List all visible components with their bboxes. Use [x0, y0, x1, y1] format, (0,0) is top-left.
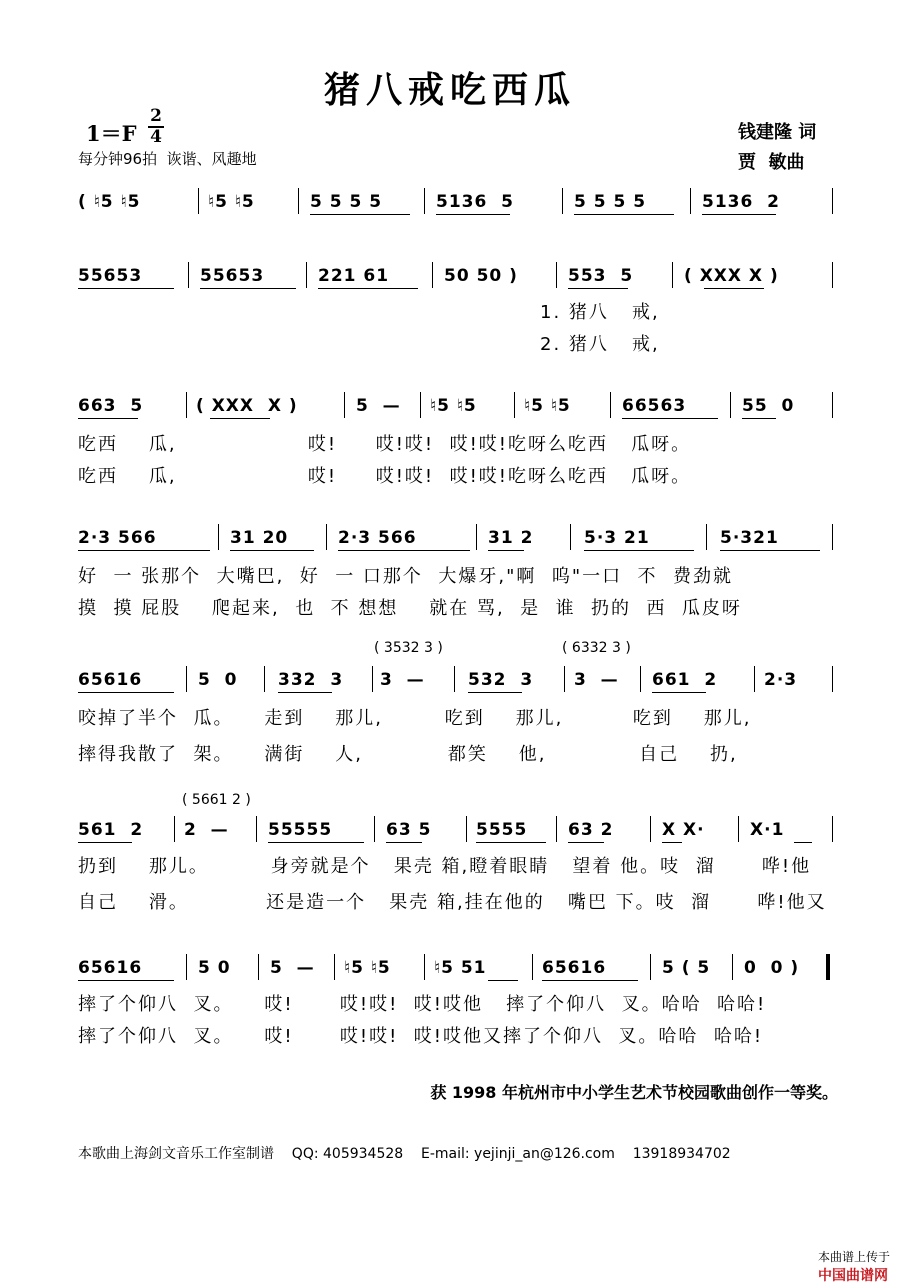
watermark-prefix: 本曲谱上传于 — [817, 1250, 890, 1264]
measure: ♮5 51 — [434, 958, 487, 978]
lyric-line: 吃西 瓜, 哎! 哎!哎! 哎!哎!吃呀么吃西 瓜呀。 — [78, 466, 692, 487]
measure: 2·3 — [764, 670, 798, 690]
measure: 50 50 ) — [444, 266, 518, 286]
measure: 5·3 21 — [584, 528, 650, 548]
measure: 5 — — [270, 958, 315, 978]
lyric-line: 摔了个仰八 叉。 哎! 哎!哎! 哎!哎他 摔了个仰八 叉。哈哈 哈哈! — [78, 994, 767, 1015]
lyric-line: 自己 滑。 还是造一个 果壳 箱,挂在他的 嘴巴 下。吱 溜 哗!他又 — [78, 892, 827, 913]
time-signature-top: 2 — [150, 106, 162, 126]
measure: 55653 — [200, 266, 265, 286]
measure: 55555 — [268, 820, 333, 840]
measure: 0 0 ) — [744, 958, 800, 978]
lyric-line: 咬掉了半个 瓜。 走到 那儿, 吃到 那儿, 吃到 那儿, — [78, 708, 752, 729]
measure: 65616 — [542, 958, 607, 978]
measure: ♮5 ♮5 — [344, 958, 391, 978]
measure: 5 — — [356, 396, 401, 416]
lyric-line: 摸 摸 屁股 爬起来, 也 不 想想 就在 骂, 是 谁 扔的 西 瓜皮呀 — [78, 598, 742, 619]
measure: 65616 — [78, 958, 143, 978]
measure: 221 61 — [318, 266, 390, 286]
lyric-line: 摔得我散了 架。 满街 人, 都笑 他, 自己 扔, — [78, 744, 738, 765]
measure: 561 2 — [78, 820, 144, 840]
measure: X X· — [662, 820, 705, 840]
measure: 5 5 5 5 — [574, 192, 647, 212]
measure: 332 3 — [278, 670, 344, 690]
measure: 5 0 — [198, 670, 238, 690]
measure: 63 5 — [386, 820, 432, 840]
composer-credit: 贾 敏曲 — [738, 152, 805, 173]
grace-notes: ( 6332 3 ) — [562, 640, 631, 656]
measure: X·1 — [750, 820, 785, 840]
measure: 3 — — [574, 670, 619, 690]
lyric-line: 1. 猪八 戒, — [540, 302, 660, 323]
measure: ( XXX X ) — [684, 266, 779, 286]
measure: 5·321 — [720, 528, 779, 548]
measure: 2·3 566 — [78, 528, 157, 548]
measure: 5136 2 — [702, 192, 780, 212]
measure: 2 — — [184, 820, 229, 840]
measure: ♮5 ♮5 — [208, 192, 255, 212]
measure: 55 0 — [742, 396, 795, 416]
measure: 553 5 — [568, 266, 634, 286]
time-signature-bottom: 4 — [150, 127, 162, 147]
measure: 663 5 — [78, 396, 144, 416]
watermark-brand: 中国曲谱网 — [817, 1268, 888, 1284]
measure: 661 2 — [652, 670, 718, 690]
measure: ( ♮5 ♮5 — [78, 192, 141, 212]
measure: 5 5 5 5 — [310, 192, 383, 212]
footer-credits: 本歌曲上海剑文音乐工作室制谱 QQ: 405934528 E-mail: yejinji_an@126.com 13918934702 — [78, 1146, 731, 1162]
measure: 31 2 — [488, 528, 534, 548]
measure: 2·3 566 — [338, 528, 417, 548]
measure: ( XXX X ) — [196, 396, 298, 416]
measure: 5 0 — [198, 958, 231, 978]
grace-notes: ( 5661 2 ) — [182, 792, 251, 808]
measure: 5555 — [476, 820, 528, 840]
measure: 55653 — [78, 266, 143, 286]
measure: 532 3 — [468, 670, 534, 690]
measure: 31 20 — [230, 528, 289, 548]
measure: 3 — — [380, 670, 425, 690]
lyric-line: 摔了个仰八 叉。 哎! 哎!哎! 哎!哎他又摔了个仰八 叉。哈哈 哈哈! — [78, 1026, 764, 1047]
lyricist-credit: 钱建隆 词 — [738, 122, 817, 143]
award-note: 获 1998 年杭州市中小学生艺术节校园歌曲创作一等奖。 — [430, 1083, 838, 1102]
measure: 63 2 — [568, 820, 614, 840]
lyric-line: 2. 猪八 戒, — [540, 334, 660, 355]
key-signature: 1＝F — [86, 121, 137, 146]
measure: ♮5 ♮5 — [524, 396, 571, 416]
song-title: 猪八戒吃西瓜 — [323, 69, 576, 111]
measure: ♮5 ♮5 — [430, 396, 477, 416]
measure: 66563 — [622, 396, 687, 416]
measure: 5136 5 — [436, 192, 514, 212]
measure: 5 ( 5 — [662, 958, 711, 978]
lyric-line: 好 一 张那个 大嘴巴, 好 一 口那个 大爆牙,"啊 呜"一口 不 费劲就 — [78, 566, 733, 587]
tempo-marking: 每分钟96拍 诙谐、风趣地 — [78, 150, 257, 168]
lyric-line: 吃西 瓜, 哎! 哎!哎! 哎!哎!吃呀么吃西 瓜呀。 — [78, 434, 692, 455]
lyric-line: 扔到 那儿。 身旁就是个 果壳 箱,瞪着眼睛 望着 他。吱 溜 哗!他 — [78, 856, 812, 877]
time-signature — [148, 108, 164, 146]
measure: 65616 — [78, 670, 143, 690]
grace-notes: ( 3532 3 ) — [374, 640, 443, 656]
